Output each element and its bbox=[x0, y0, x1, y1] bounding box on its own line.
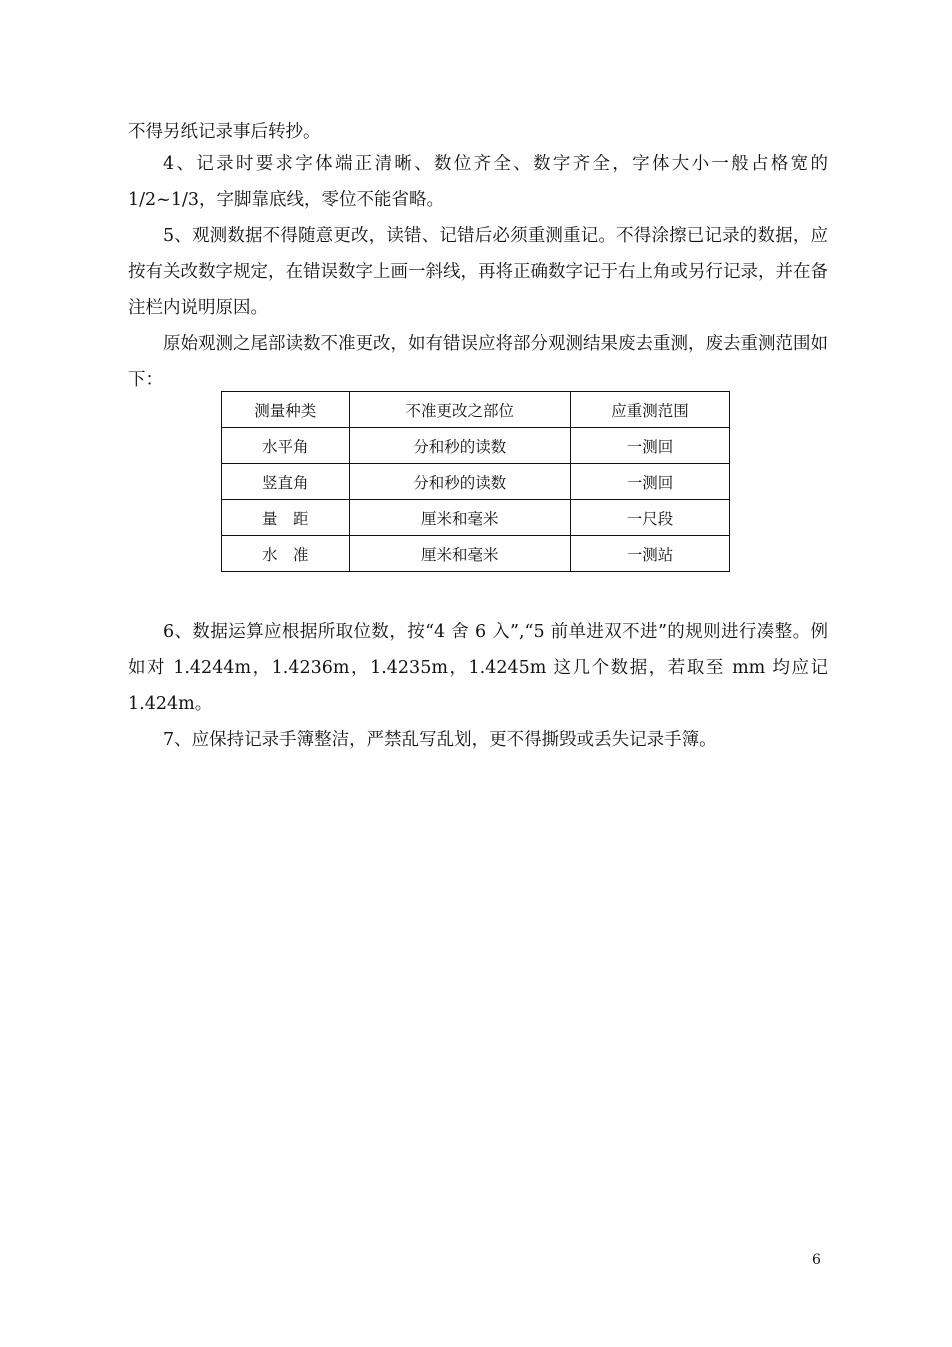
table-cell: 分和秒的读数 bbox=[349, 464, 571, 500]
paragraph-rule-4: 4、记录时要求字体端正清晰、数位齐全、数字齐全，字体大小一般占格宽的1/2~1/3，字脚靠底线，零位不能省略。 bbox=[128, 154, 828, 210]
table-header-cell: 测量种类 bbox=[222, 392, 350, 428]
paragraph-rule-7: 7、应保持记录手簿整洁，严禁乱写乱划，更不得撕毁或丢失记录手簿。 bbox=[163, 730, 717, 750]
table-cell: 一测站 bbox=[571, 536, 730, 572]
table-cell: 竖直角 bbox=[222, 464, 350, 500]
table-header-row bbox=[222, 392, 730, 428]
table-cell: 量 距 bbox=[222, 500, 350, 536]
paragraph-rule-6: 6、数据运算应根据所取位数，按“4 舍 6 入”,“5 前单进双不进”的规则进行凑整。例如对 1.4244m，1.4236m，1.4235m，1.4245m 这几个数据，若取至 mm 均应记 1.424m。 bbox=[128, 622, 828, 714]
table-row bbox=[222, 428, 730, 464]
table-row bbox=[222, 536, 730, 572]
paragraph-continuation: 不得另纸记录事后转抄。 bbox=[128, 122, 321, 142]
paragraph-rule-5: 5、观测数据不得随意更改，读错、记错后必须重测重记。不得涂擦已记录的数据，应按有关改数字规定，在错误数字上画一斜线，再将正确数字记于右上角或另行记录，并在备注栏内说明原因。 bbox=[128, 226, 828, 318]
page-number: 6 bbox=[812, 1252, 821, 1268]
table-row bbox=[222, 464, 730, 500]
table-header-cell: 应重测范围 bbox=[571, 392, 730, 428]
table-cell: 厘米和毫米 bbox=[349, 536, 571, 572]
paragraph-remeasure-intro: 原始观测之尾部读数不准更改，如有错误应将部分观测结果废去重测，废去重测范围如下： bbox=[128, 334, 828, 390]
remeasure-range-table bbox=[221, 391, 730, 572]
table-cell: 厘米和毫米 bbox=[349, 500, 571, 536]
table-cell: 水平角 bbox=[222, 428, 350, 464]
table-cell: 一测回 bbox=[571, 464, 730, 500]
table-cell: 水 准 bbox=[222, 536, 350, 572]
table-cell: 一尺段 bbox=[571, 500, 730, 536]
table-header-cell: 不准更改之部位 bbox=[349, 392, 571, 428]
table-cell: 分和秒的读数 bbox=[349, 428, 571, 464]
table-cell: 一测回 bbox=[571, 428, 730, 464]
table-row bbox=[222, 500, 730, 536]
